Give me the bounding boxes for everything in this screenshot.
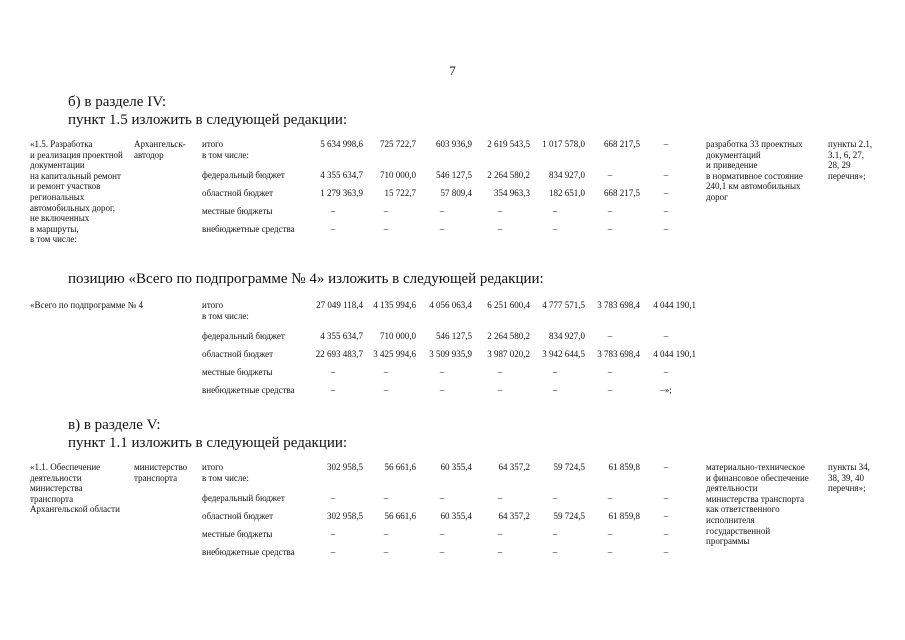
amount-cell: 354 963,3 (494, 188, 530, 198)
amount-cell: – (439, 547, 445, 557)
funding-source-label: областной бюджет (202, 188, 274, 198)
amount-cell: – (497, 529, 503, 539)
executor-line: министерство (134, 462, 188, 472)
item-name-line: региональных (30, 192, 85, 202)
amount-cell: – (383, 529, 389, 539)
amount-cell: 3 783 698,4 (597, 300, 640, 310)
expected-result-line: исполнителя (706, 515, 755, 525)
amount-cell: 2 264 580,2 (487, 331, 530, 341)
amount-cell: 1 017 578,0 (542, 139, 585, 149)
amount-cell: 56 661,6 (384, 511, 416, 521)
amount-cell: – (330, 529, 336, 539)
amount-cell: 3 509 935,9 (429, 349, 472, 359)
amount-cell: – (663, 170, 669, 180)
amount-cell: 2 619 543,5 (487, 139, 530, 149)
item-name-line: на капитальный ремонт (30, 170, 121, 181)
amount-cell: – (607, 547, 613, 557)
amount-cell: – (497, 547, 503, 557)
funding-source-sublabel: в том числе: (202, 310, 249, 321)
amount-cell: – (663, 331, 669, 341)
funding-source-label: федеральный бюджет (202, 170, 285, 180)
amount-cell: – (552, 493, 558, 503)
funding-source-label: итого (202, 462, 224, 472)
amount-cell: 2 264 580,2 (487, 170, 530, 180)
amount-cell: – (439, 224, 445, 234)
expected-result-line: министерства транспорта (706, 493, 804, 504)
amount-cell: 3 783 698,4 (597, 349, 640, 359)
program-link-line: 3.1, 6, 27, (828, 149, 864, 160)
amount-cell: 64 357,2 (498, 511, 530, 521)
amount-cell: – (607, 206, 613, 216)
item-name-line: в том числе: (30, 234, 77, 245)
funding-source-label: областной бюджет (202, 511, 274, 521)
item-name-line: «1.1. Обеспечение (30, 462, 101, 472)
amount-cell: – (330, 206, 336, 216)
amount-cell: – (497, 367, 503, 377)
amount-cell: – (497, 493, 503, 503)
amount-cell: – (330, 385, 336, 395)
amount-cell: – (663, 224, 669, 234)
amount-cell: 4 056 063,4 (429, 300, 472, 310)
amount-cell: – (663, 367, 669, 377)
page-number: 7 (449, 63, 456, 78)
amount-cell: 64 357,2 (498, 462, 530, 472)
amount-cell: 27 049 118,4 (316, 300, 363, 310)
item-name-line: транспорта (30, 493, 74, 504)
amount-cell: – (663, 462, 669, 472)
funding-source-label: областной бюджет (202, 349, 274, 359)
amount-cell: – (552, 529, 558, 539)
amount-cell: – (663, 206, 669, 216)
amount-cell: – (663, 529, 669, 539)
expected-result-line: как ответственного (706, 504, 780, 515)
amount-cell: 302 958,5 (327, 511, 363, 521)
amount-cell: – (383, 224, 389, 234)
expected-result-line: и финансовое обеспечение (706, 472, 809, 483)
program-link-line: пункты 2.1, (828, 139, 873, 149)
program-link-line: 38, 39, 40 (828, 472, 864, 483)
funding-source-sublabel: в том числе: (202, 149, 249, 160)
amount-cell: – (663, 188, 669, 198)
expected-result-line: 240,1 км автомобильных (706, 181, 801, 192)
item-name-line: деятельности (30, 472, 82, 483)
amount-cell: 61 859,8 (608, 511, 640, 521)
amount-cell: – (383, 493, 389, 503)
expected-result-line: и приведение (706, 160, 758, 171)
amount-cell: – (552, 206, 558, 216)
section-total-title: позицию «Всего по подпрограмме № 4» изложить в следующей редакции: (68, 271, 544, 287)
amount-cell: 546 127,5 (436, 170, 472, 180)
amount-cell: – (383, 385, 389, 395)
funding-source-label: федеральный бюджет (202, 493, 285, 503)
amount-cell: – (552, 547, 558, 557)
expected-result-line: дорог (706, 192, 728, 202)
amount-cell: 668 217,5 (604, 139, 640, 149)
amount-cell: – (497, 385, 503, 395)
item-name-line: и реализация проектной (30, 149, 123, 160)
funding-source-label: внебюджетные средства (202, 547, 295, 557)
amount-cell: –»; (660, 385, 672, 395)
amount-cell: – (383, 367, 389, 377)
section-v-title: в) в разделе V: (68, 417, 161, 433)
item-name-line: «Всего по подпрограмме № 4 (30, 300, 143, 310)
funding-source-label: местные бюджеты (202, 367, 273, 377)
item-name-line: министерства (30, 483, 83, 494)
amount-cell: – (383, 547, 389, 557)
amount-cell: 5 634 998,6 (320, 139, 363, 149)
expected-result-line: материально-техническое (706, 462, 805, 472)
executor-line: транспорта (134, 472, 178, 483)
amount-cell: – (552, 385, 558, 395)
amount-cell: – (607, 529, 613, 539)
amount-cell: – (607, 493, 613, 503)
amount-cell: 60 355,4 (440, 511, 472, 521)
item-name-line: документации (30, 160, 85, 171)
amount-cell: 56 661,6 (384, 462, 416, 472)
amount-cell: 4 044 190,1 (653, 300, 696, 310)
amount-cell: 60 355,4 (440, 462, 472, 472)
executor-line: автодор (134, 149, 164, 160)
amount-cell: 59 724,5 (553, 462, 585, 472)
expected-result-line: документаций (706, 149, 761, 160)
amount-cell: 6 251 600,4 (487, 300, 530, 310)
amount-cell: – (439, 367, 445, 377)
item-name-line: в маршруты, (30, 223, 79, 234)
amount-cell: 57 809,4 (440, 188, 472, 198)
amount-cell: 4 135 994,6 (373, 300, 416, 310)
amount-cell: 603 936,9 (436, 139, 472, 149)
section-v-subtitle: пункт 1.1 изложить в следующей редакции: (68, 435, 348, 451)
amount-cell: 710 000,0 (380, 331, 416, 341)
amount-cell: 1 279 363,9 (320, 188, 363, 198)
amount-cell: 4 044 190,1 (653, 349, 696, 359)
item-name-line: автомобильных дорог, (30, 202, 115, 213)
funding-source-label: местные бюджеты (202, 206, 273, 216)
amount-cell: 59 724,5 (553, 511, 585, 521)
amount-cell: – (663, 493, 669, 503)
amount-cell: – (439, 206, 445, 216)
amount-cell: – (330, 493, 336, 503)
amount-cell: – (552, 367, 558, 377)
amount-cell: – (330, 367, 336, 377)
funding-source-label: внебюджетные средства (202, 385, 295, 395)
section-b-subtitle: пункт 1.5 изложить в следующей редакции: (68, 112, 348, 128)
amount-cell: 302 958,5 (327, 462, 363, 472)
funding-source-label: итого (202, 300, 224, 310)
amount-cell: – (663, 547, 669, 557)
amount-cell: 22 693 483,7 (315, 349, 363, 359)
amount-cell: – (497, 224, 503, 234)
expected-result-line: деятельности (706, 483, 758, 494)
amount-cell: – (607, 385, 613, 395)
expected-result-line: разработка 33 проектных (706, 139, 803, 149)
amount-cell: – (663, 139, 669, 149)
funding-source-label: итого (202, 139, 224, 149)
amount-cell: – (330, 224, 336, 234)
amount-cell: 15 722,7 (384, 188, 416, 198)
item-name-line: и ремонт участков (30, 181, 101, 192)
amount-cell: 182 651,0 (549, 188, 585, 198)
amount-cell: – (607, 367, 613, 377)
section-b-title: б) в разделе IV: (68, 94, 167, 110)
amount-cell: 668 217,5 (604, 188, 640, 198)
funding-source-label: федеральный бюджет (202, 331, 285, 341)
item-name-line: «1.5. Разработка (30, 139, 93, 149)
expected-result-line: программы (706, 536, 750, 547)
amount-cell: 725 722,7 (380, 139, 416, 149)
expected-result-line: в нормативное состояние (706, 170, 803, 181)
amount-cell: – (497, 206, 503, 216)
amount-cell: – (383, 206, 389, 216)
amount-cell: – (439, 529, 445, 539)
amount-cell: – (607, 224, 613, 234)
program-link-line: пункты 34, (828, 462, 870, 472)
program-link-line: 28, 29 (828, 160, 851, 171)
amount-cell: – (439, 493, 445, 503)
funding-source-label: местные бюджеты (202, 529, 273, 539)
amount-cell: 834 927,0 (549, 170, 585, 180)
amount-cell: – (663, 511, 669, 521)
amount-cell: – (330, 547, 336, 557)
amount-cell: – (439, 385, 445, 395)
item-name-line: не включенных (30, 213, 90, 224)
program-link-line: перечня»; (828, 170, 866, 181)
item-name-line: Архангельской области (30, 504, 120, 515)
amount-cell: 4 355 634,7 (320, 331, 363, 341)
expected-result-line: государственной (706, 525, 771, 536)
funding-source-label: внебюджетные средства (202, 224, 295, 234)
amount-cell: 4 777 571,5 (542, 300, 585, 310)
program-link-line: перечня»; (828, 483, 866, 494)
amount-cell: 834 927,0 (549, 331, 585, 341)
amount-cell: 3 942 644,5 (542, 349, 585, 359)
amount-cell: 710 000,0 (380, 170, 416, 180)
executor-line: Архангельск- (134, 139, 186, 149)
amount-cell: – (607, 331, 613, 341)
amount-cell: 546 127,5 (436, 331, 472, 341)
amount-cell: – (607, 170, 613, 180)
amount-cell: 3 987 020,2 (487, 349, 530, 359)
amount-cell: 4 355 634,7 (320, 170, 363, 180)
amount-cell: 61 859,8 (608, 462, 640, 472)
amount-cell: – (552, 224, 558, 234)
funding-source-sublabel: в том числе: (202, 472, 249, 483)
amount-cell: 3 425 994,6 (373, 349, 416, 359)
